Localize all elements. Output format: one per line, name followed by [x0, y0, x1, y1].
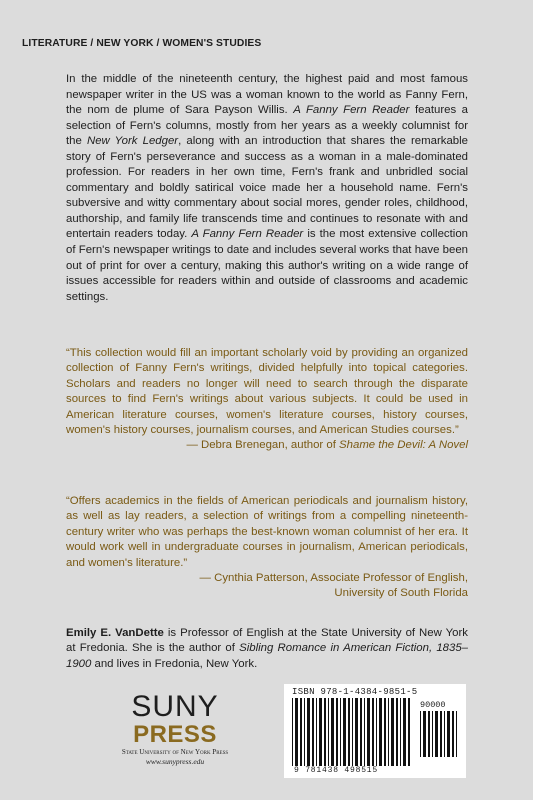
description-part: In the middle of the nineteenth century, the highest paid and most famous newspaper writer in the US was a woman known to the world as Fanny Fern, the nom de plume of Sara Payson Willis.	[66, 73, 468, 117]
publisher-logo	[112, 692, 238, 766]
description-part: , along with an introduction that shares the remarkable story of Fern's perseverance and success as a woman in a male-dominated profession. For readers in her own time, Fern's frank and unbridled social commentary and boldly satirical voice made her a household name. Fern's subversive and witty commentary about social mores, gender roles, childhood, authorship, and family life transcends time and continues to resonate with and entertain readers today.	[66, 135, 468, 241]
barcode-bars	[290, 698, 414, 766]
price-barcode-bars	[418, 711, 460, 757]
endorsement-quote-2	[66, 494, 468, 602]
quote-attribution: — Cynthia Patterson, Associate Professor of English,	[199, 572, 468, 585]
quote-attribution	[66, 438, 468, 453]
author-bio	[66, 626, 468, 672]
quote-text: “Offers academics in the fields of American periodicals and journalism history, as well as lay readers, a selection of writings from a compelling nineteenth-century writer who was perhaps the best-known woman columnist of her era. It would work well in undergraduate courses in journalism, American periodicals, and women's literature.”	[66, 495, 468, 569]
publisher-url: www.sunypress.edu	[145, 757, 205, 766]
barcode-number: 9 781438 498515	[294, 766, 379, 775]
bio-text: is Professor of English at the State University of New York at Fredonia. She is the author of	[66, 627, 469, 655]
book-description	[66, 72, 468, 305]
barcode-box	[284, 684, 466, 778]
bio-book-title: Sibling Romance in American Fiction, 1835–1900	[66, 642, 468, 670]
book-title: A Fanny Fern Reader	[191, 228, 304, 241]
isbn-label: ISBN 978-1-4384-9851-5	[292, 687, 418, 697]
newspaper-title: New York Ledger	[86, 135, 179, 148]
publisher-press: PRESS	[133, 721, 217, 748]
endorsement-quote-1	[66, 346, 468, 454]
price-code: 90000	[420, 700, 446, 710]
attribution-book: Shame the Devil: A Novel	[339, 439, 468, 452]
attribution-text: — Debra Brenegan, author of	[186, 439, 340, 452]
bio-text: and lives in Fredonia, New York.	[91, 657, 258, 670]
description-part: features a selection of Fern's columns, mostly from her years as a weekly columnist for the	[66, 104, 469, 148]
author-name: Emily E. VanDette	[66, 627, 164, 639]
quote-text: “This collection would fill an important scholarly void by providing an organized collection of Fanny Fern's writings, divided helpfully into topical categories. Scholars and readers no longer will need to search through the disparate sources to find Fern's writings about various subjects. It could be used in American literature courses, women's literature courses, history courses, women's history courses, journalism courses, and American Studies courses.”	[66, 347, 468, 437]
book-title: A Fanny Fern Reader	[293, 104, 410, 117]
publisher-suny: SUNY	[131, 690, 219, 723]
category-line: LITERATURE / NEW YORK / WOMEN'S STUDIES	[22, 38, 262, 49]
publisher-name: State University of New York Press	[121, 748, 229, 756]
description-part: is the most extensive collection of Fern's newspaper writings to date and includes several works that have been out of print for over a century, making this author's writing on a wide range of issues accessible for readers within and outside of classrooms and academic settings.	[66, 228, 468, 303]
quote-attribution-affiliation: University of South Florida	[334, 587, 468, 600]
